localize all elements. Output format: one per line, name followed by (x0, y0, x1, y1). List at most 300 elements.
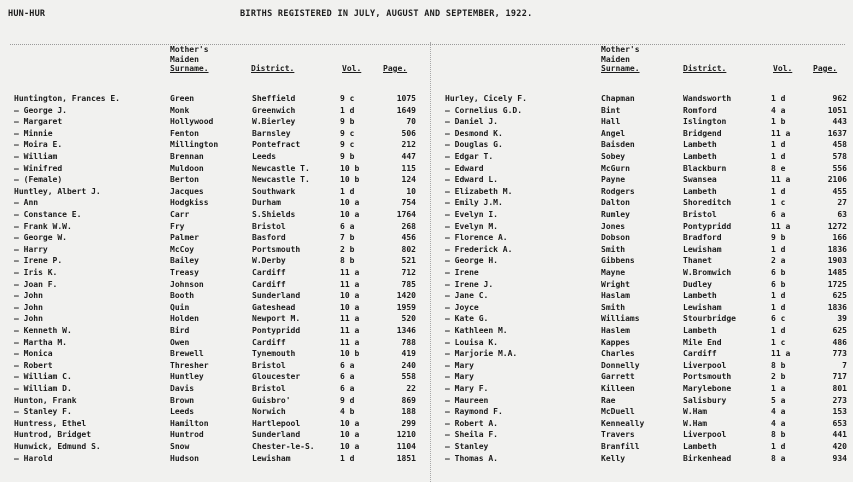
volume: 11 a (340, 279, 360, 289)
volume: 6 c (771, 314, 786, 324)
mother-maiden-surname: Holden (170, 314, 199, 324)
mother-maiden-surname: Travers (601, 430, 635, 440)
register-entry (14, 453, 444, 464)
register-entry (445, 441, 853, 452)
child-name: — Louisa K. (445, 337, 498, 347)
child-name: — Evelyn M. (445, 221, 498, 231)
child-name: — Evelyn I. (445, 210, 498, 219)
page-number: 1836 (827, 302, 847, 312)
district: Lewisham (252, 453, 291, 463)
volume: 11 a (340, 337, 360, 347)
page-number: 124 (401, 175, 416, 185)
register-entry (14, 348, 444, 359)
mother-maiden-surname: Haslem (601, 326, 630, 335)
register-entry (445, 105, 853, 116)
district: Romford (683, 105, 717, 115)
child-name: — William D. (14, 384, 72, 393)
volume: 1 d (340, 105, 355, 115)
district: Lambeth (683, 152, 717, 161)
volume: 6 a (340, 372, 355, 382)
page-number: 1051 (827, 105, 847, 115)
register-entry (14, 244, 444, 255)
child-name: — George W. (14, 233, 67, 243)
district: Swansea (683, 175, 717, 185)
mother-maiden-surname: Palmer (170, 233, 199, 243)
child-name: — John (14, 302, 43, 312)
district: W.Derby (252, 256, 286, 266)
child-name: — Maureen (445, 395, 489, 405)
child-name: Hurley, Cicely F. (445, 94, 527, 103)
mother-maiden-surname: Payne (601, 175, 626, 185)
district: Liverpool (683, 430, 727, 440)
page-number: 1851 (396, 453, 416, 463)
page-number: 717 (832, 372, 847, 382)
district: Portsmouth (683, 372, 732, 382)
child-name: — Kathleen M. (445, 326, 508, 335)
page-number: 653 (832, 418, 847, 428)
mother-maiden-surname: Bint (601, 105, 621, 115)
district: S.Shields (252, 210, 296, 219)
district: Portsmouth (252, 244, 301, 254)
page-number: 212 (401, 140, 416, 150)
volume: 5 a (771, 395, 786, 405)
mother-maiden-surname: Williams (601, 314, 640, 324)
page-number: 166 (832, 233, 847, 243)
register-entry (445, 395, 853, 406)
volume: 10 b (340, 349, 360, 359)
register-entry (14, 418, 444, 429)
district: Cardiff (252, 279, 286, 289)
register-entry (445, 406, 853, 417)
register-entry (14, 429, 444, 440)
register-entry (14, 290, 444, 301)
register-entry (445, 221, 853, 232)
child-name: — Douglas G. (445, 140, 503, 150)
mother-maiden-surname: Fry (170, 221, 185, 231)
register-entry (14, 279, 444, 290)
volume: 11 a (771, 175, 791, 185)
district: W.Bromwich (683, 268, 732, 277)
mother-maiden-surname: Rae (601, 395, 616, 405)
page-number: 443 (832, 117, 847, 127)
district: Bristol (252, 221, 286, 231)
mother-maiden-surname: Garrett (601, 372, 635, 382)
page-number: 115 (401, 163, 416, 173)
register-entry (445, 279, 853, 290)
volume: 1 d (771, 326, 786, 335)
page-number: 1725 (827, 279, 847, 289)
child-name: — Joan F. (14, 279, 58, 289)
mother-maiden-surname: Brewell (170, 349, 204, 359)
district: Durham (252, 198, 281, 208)
register-entry (445, 429, 853, 440)
page-number: 773 (832, 349, 847, 359)
district: Mile End (683, 337, 722, 347)
volume: 4 a (771, 105, 786, 115)
mother-maiden-surname: Haslam (601, 291, 630, 301)
volume: 8 b (340, 256, 355, 266)
page-number: 419 (401, 349, 416, 359)
register-entry (445, 209, 853, 220)
child-name: — Kate G. (445, 314, 489, 324)
register-entry (14, 209, 444, 220)
volume: 11 a (340, 314, 360, 324)
mother-maiden-surname: Monk (170, 105, 190, 115)
child-name: — Ann (14, 198, 39, 208)
child-name: — Kenneth W. (14, 326, 72, 335)
register-entry (14, 337, 444, 348)
child-name: — Mary F. (445, 384, 489, 393)
child-name: — Frank W.W. (14, 221, 72, 231)
index-range: HUN-HUR (8, 9, 46, 19)
volume: 10 a (340, 302, 360, 312)
volume: 2 b (340, 244, 355, 254)
mother-maiden-surname: McCoy (170, 244, 195, 254)
district: Sheffield (252, 94, 296, 103)
page-number: 2106 (827, 175, 847, 185)
child-name: — Thomas A. (445, 453, 498, 463)
mother-maiden-surname: Hall (601, 117, 621, 127)
page-number: 1104 (396, 442, 416, 451)
volume: 11 a (340, 268, 360, 277)
district: Gloucester (252, 372, 301, 382)
register-entry (14, 267, 444, 278)
district: Lambeth (683, 186, 717, 196)
page-number: 625 (832, 326, 847, 335)
mother-maiden-surname: Leeds (170, 407, 195, 417)
volume: 11 a (771, 349, 791, 359)
page-number: 10 (406, 186, 416, 196)
child-name: — Florence A. (445, 233, 508, 243)
page-number: 1764 (396, 210, 416, 219)
volume: 10 a (340, 418, 360, 428)
district: Bristol (252, 360, 286, 370)
volume: 10 a (340, 291, 360, 301)
volume: 10 a (340, 198, 360, 208)
district: Marylebone (683, 384, 732, 393)
district: Sunderland (252, 291, 301, 301)
mother-maiden-surname: Bird (170, 326, 190, 335)
mother-maiden-surname: Branfill (601, 442, 640, 451)
district: Dudley (683, 279, 712, 289)
child-name: — Mary (445, 360, 474, 370)
district: Shoreditch (683, 198, 732, 208)
page-number: 299 (401, 418, 416, 428)
volume: 1 d (340, 453, 355, 463)
child-name: — Moira E. (14, 140, 63, 150)
register-entry (14, 221, 444, 232)
mother-maiden-surname: Kappes (601, 337, 630, 347)
volume: 10 b (340, 163, 360, 173)
child-name: — Martha M. (14, 337, 67, 347)
volume: 2 b (771, 372, 786, 382)
register-entry (14, 325, 444, 336)
register-entry (445, 255, 853, 266)
child-name: — Harry (14, 244, 48, 254)
page-number: 447 (401, 152, 416, 161)
volume: 9 c (340, 140, 355, 150)
district: W.Ham (683, 418, 708, 428)
register-entry (14, 139, 444, 150)
mother-maiden-surname: Millington (170, 140, 219, 150)
volume: 1 d (771, 94, 786, 103)
district: W.Ham (683, 407, 708, 417)
mother-maiden-surname: Dalton (601, 198, 630, 208)
volume: 1 d (771, 302, 786, 312)
register-entry (14, 255, 444, 266)
child-name: Huntington, Frances E. (14, 94, 120, 103)
district: Pontypridd (683, 221, 732, 231)
volume: 9 c (340, 128, 355, 138)
register-entry (445, 174, 853, 185)
page-number: 240 (401, 360, 416, 370)
volume: 10 b (340, 175, 360, 185)
register-entry (445, 302, 853, 313)
volume: 6 a (340, 360, 355, 370)
register-entry (445, 163, 853, 174)
mother-maiden-surname: Kelly (601, 453, 626, 463)
district: Lambeth (683, 291, 717, 301)
volume: 10 a (340, 442, 360, 451)
child-name: Huntley, Albert J. (14, 186, 101, 196)
child-name: — Robert (14, 360, 53, 370)
page-number: 268 (401, 221, 416, 231)
district: Basford (252, 233, 286, 243)
mother-maiden-surname: McGurn (601, 163, 630, 173)
child-name: — George J. (14, 105, 67, 115)
child-name: — (Female) (14, 175, 63, 185)
child-name: — Harold (14, 453, 53, 463)
page-number: 1836 (827, 244, 847, 254)
volume: 1 d (771, 152, 786, 161)
mother-maiden-surname: Smith (601, 302, 626, 312)
page-number: 506 (401, 128, 416, 138)
volume: 9 b (340, 152, 355, 161)
mother-maiden-surname: Wright (601, 279, 630, 289)
register-entry (445, 383, 853, 394)
district: Newport M. (252, 314, 301, 324)
page-number: 1346 (396, 326, 416, 335)
mother-maiden-surname: Thresher (170, 360, 209, 370)
page-number: 788 (401, 337, 416, 347)
page-number: 754 (401, 198, 416, 208)
volume: 1 d (771, 291, 786, 301)
mother-maiden-surname: Snow (170, 442, 190, 451)
register-entry (445, 290, 853, 301)
volume: 8 b (771, 360, 786, 370)
page-number: 188 (401, 407, 416, 417)
district-header: District. (683, 64, 727, 73)
page-number: 1075 (396, 94, 416, 103)
mother-maiden-surname-header: Mother's Maiden Surname. (601, 45, 640, 73)
page-number: 1210 (396, 430, 416, 440)
register-entry (14, 128, 444, 139)
mother-maiden-surname: Hollywood (170, 117, 214, 127)
volume: 6 a (340, 384, 355, 393)
page-number: 1959 (396, 302, 416, 312)
child-name: — Constance E. (14, 210, 82, 219)
volume: 6 b (771, 279, 786, 289)
child-name: — Irene J. (445, 279, 494, 289)
mother-maiden-surname: Chapman (601, 94, 635, 103)
district: Bridgend (683, 128, 722, 138)
district: Lewisham (683, 302, 722, 312)
child-name: — Robert A. (445, 418, 498, 428)
volume: 7 b (340, 233, 355, 243)
district: Hartlepool (252, 418, 301, 428)
district: Cardiff (252, 337, 286, 347)
page-number: 521 (401, 256, 416, 266)
volume: 4 a (771, 407, 786, 417)
volume: 2 a (771, 256, 786, 266)
register-entry (445, 128, 853, 139)
register-entry (445, 151, 853, 162)
register-entry (445, 116, 853, 127)
mother-maiden-surname: Jacques (170, 186, 204, 196)
district: Bradford (683, 233, 722, 243)
district: Islington (683, 117, 727, 127)
register-entry (14, 105, 444, 116)
page-number: 39 (837, 314, 847, 324)
district: Newcastle T. (252, 163, 310, 173)
page-number: 22 (406, 384, 416, 393)
district: Lambeth (683, 140, 717, 150)
mother-maiden-surname: Owen (170, 337, 190, 347)
mother-maiden-surname: Mayne (601, 268, 626, 277)
page-number: 70 (406, 117, 416, 127)
volume: 9 b (771, 233, 786, 243)
register-entry (445, 93, 853, 104)
district: Barnsley (252, 128, 291, 138)
district: Gateshead (252, 302, 296, 312)
volume: 11 a (340, 326, 360, 335)
child-name: — William C. (14, 372, 72, 382)
mother-maiden-surname: Angel (601, 128, 626, 138)
child-name: — Mary (445, 372, 474, 382)
child-name: — William (14, 152, 58, 161)
mother-maiden-surname: Brennan (170, 152, 204, 161)
child-name: — Daniel J. (445, 117, 498, 127)
mother-maiden-surname: Sobey (601, 152, 626, 161)
district: W.Bierley (252, 117, 296, 127)
register-entry (14, 383, 444, 394)
volume: 4 a (771, 418, 786, 428)
child-name: — Minnie (14, 128, 53, 138)
mother-maiden-surname: Rodgers (601, 186, 635, 196)
register-entry (14, 197, 444, 208)
volume: 1 d (771, 140, 786, 150)
page-number: 785 (401, 279, 416, 289)
register-entry (14, 360, 444, 371)
district: Bristol (252, 384, 286, 393)
register-entry (445, 337, 853, 348)
volume: 1 c (771, 337, 786, 347)
child-name: — Cornelius G.D. (445, 105, 523, 115)
mother-maiden-surname: Fenton (170, 128, 199, 138)
child-name: — Winifred (14, 163, 63, 173)
register-entry (14, 313, 444, 324)
register-entry (445, 453, 853, 464)
child-name: — Emily J.M. (445, 198, 503, 208)
district: Leeds (252, 152, 277, 161)
district: Cardiff (252, 268, 286, 277)
register-entry (14, 163, 444, 174)
mother-maiden-surname: Green (170, 94, 195, 103)
page-number: 458 (832, 140, 847, 150)
child-name: — Edgar T. (445, 152, 494, 161)
district: Pontefract (252, 140, 301, 150)
volume: 8 e (771, 163, 786, 173)
mother-maiden-surname: Johnson (170, 279, 204, 289)
page-number: 63 (837, 210, 847, 219)
page-number: 420 (832, 442, 847, 451)
district: Liverpool (683, 360, 727, 370)
page-number: 1420 (396, 291, 416, 301)
district: Pontypridd (252, 326, 301, 335)
vol-header: Vol. (342, 64, 362, 73)
register-entry (445, 186, 853, 197)
child-name: Hunwick, Edmund S. (14, 442, 101, 451)
register-entry (14, 395, 444, 406)
page-number: 558 (401, 372, 416, 382)
register-entry (445, 197, 853, 208)
register-entry (445, 360, 853, 371)
volume: 11 a (771, 128, 791, 138)
mother-maiden-surname: Kenneally (601, 418, 645, 428)
page-number: 1272 (827, 221, 847, 231)
volume: 6 a (771, 210, 786, 219)
child-name: — Frederick A. (445, 244, 513, 254)
page-number: 456 (401, 233, 416, 243)
page-number: 869 (401, 395, 416, 405)
mother-maiden-surname: McDuell (601, 407, 635, 417)
page-number: 801 (832, 384, 847, 393)
district: Greenwich (252, 105, 296, 115)
page-number: 441 (832, 430, 847, 440)
district: Newcastle T. (252, 175, 310, 185)
district: Salisbury (683, 395, 727, 405)
mother-maiden-surname: Hodgkiss (170, 198, 209, 208)
page-number: 27 (837, 198, 847, 208)
page-number: 1485 (827, 268, 847, 277)
mother-maiden-surname: Carr (170, 210, 190, 219)
district: Blackburn (683, 163, 727, 173)
register-entry (445, 232, 853, 243)
register-entry (14, 174, 444, 185)
vol-header: Vol. (773, 64, 793, 73)
register-entry (14, 406, 444, 417)
page-number: 1649 (396, 105, 416, 115)
volume: 8 b (771, 430, 786, 440)
district: Guisbro' (252, 395, 291, 405)
mother-maiden-surname: Dobson (601, 233, 630, 243)
register-entry (14, 302, 444, 313)
child-name: Hunton, Frank (14, 395, 77, 405)
volume: 10 a (340, 430, 360, 440)
volume: 6 b (771, 268, 786, 277)
mother-maiden-surname: Davis (170, 384, 195, 393)
volume: 1 d (771, 442, 786, 451)
district: Thanet (683, 256, 712, 266)
volume: 1 a (771, 384, 786, 393)
district: Bristol (683, 210, 717, 219)
page-number: 556 (832, 163, 847, 173)
register-entry (445, 348, 853, 359)
district: Southwark (252, 186, 296, 196)
volume: 9 b (340, 117, 355, 127)
district: Stourbridge (683, 314, 736, 324)
header-divider (10, 44, 845, 45)
